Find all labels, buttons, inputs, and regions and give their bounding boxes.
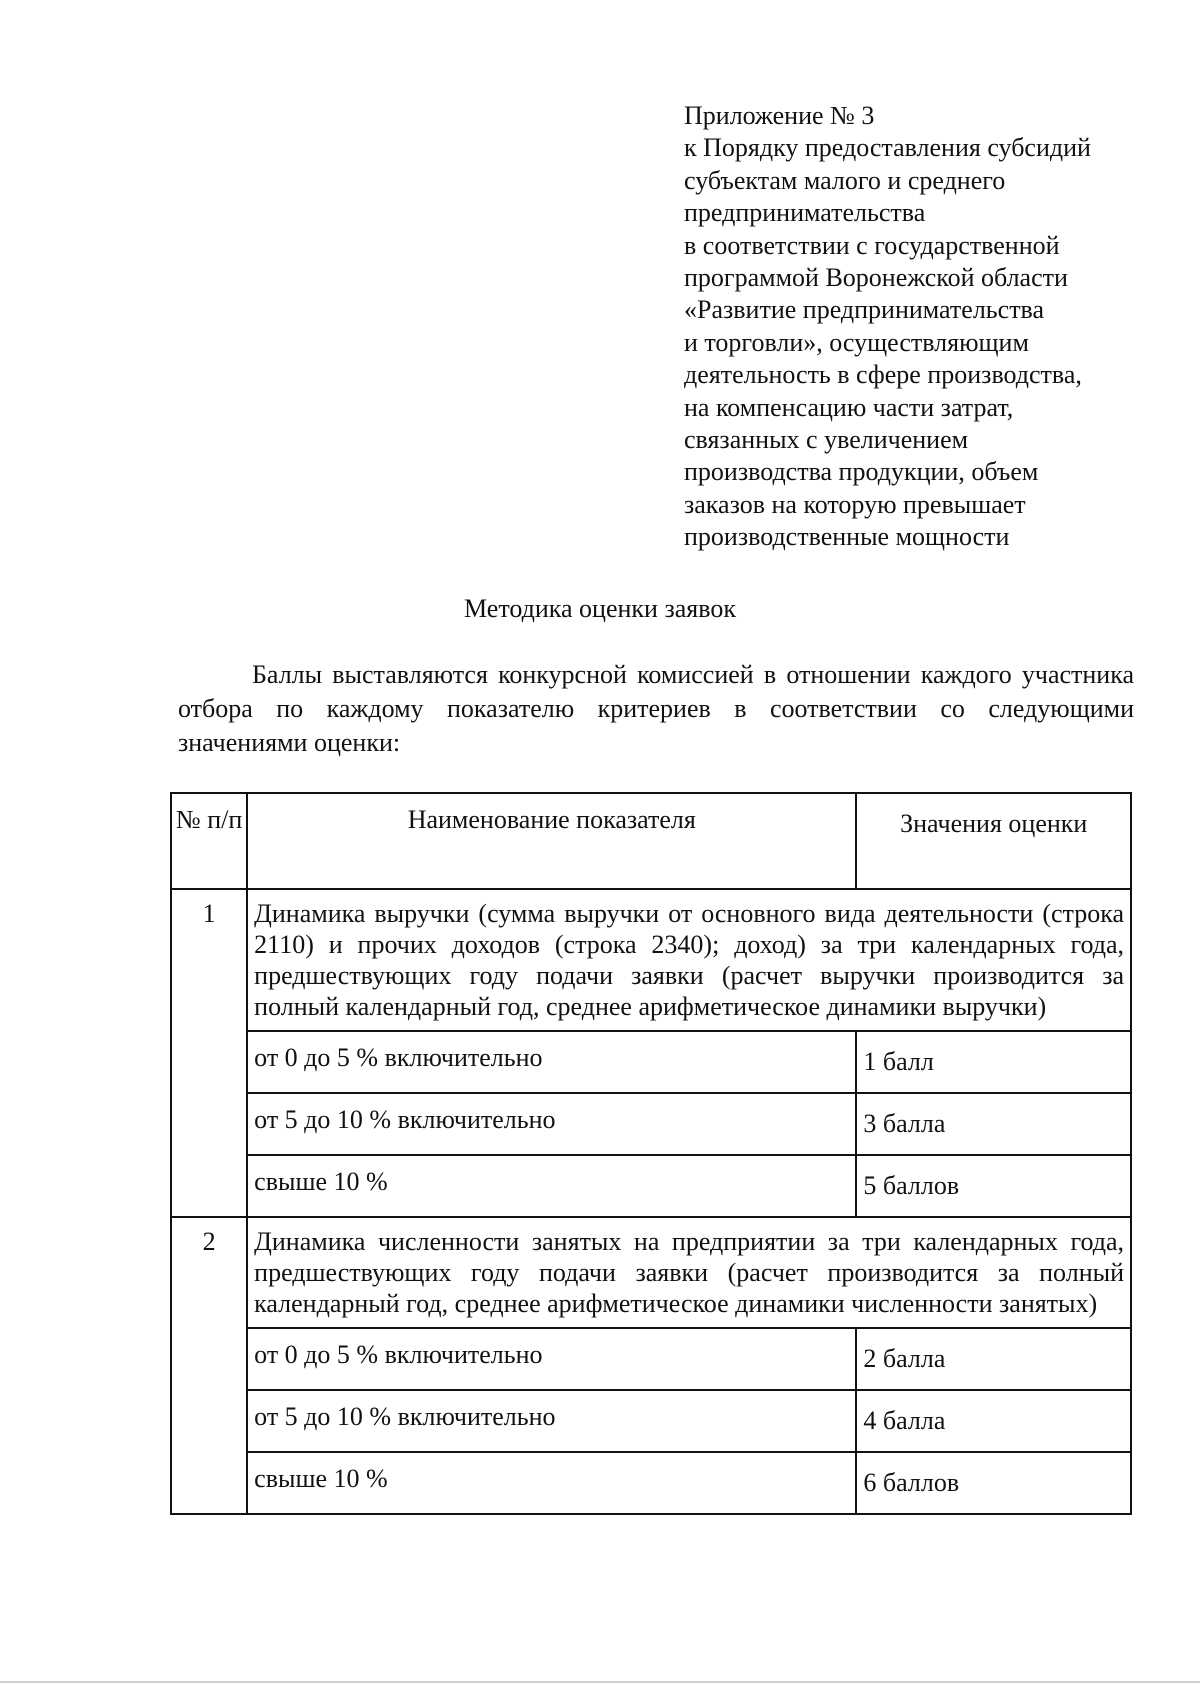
annex-line: «Развитие предпринимательства: [684, 295, 1045, 325]
option-score: 1 балл: [856, 1031, 1131, 1093]
option-label: от 0 до 5 % включительно: [247, 1328, 856, 1390]
option-row: [171, 1390, 1131, 1452]
option-score: 6 баллов: [856, 1452, 1131, 1514]
option-label: свыше 10 %: [247, 1155, 856, 1217]
annex-line: заказов на которую превышает: [684, 489, 1026, 519]
criterion-row: [171, 889, 1131, 1031]
option-label: свыше 10 %: [247, 1452, 856, 1514]
option-label: от 0 до 5 % включительно: [247, 1031, 856, 1093]
scan-edge-line: [0, 1681, 1200, 1683]
annex-line: в соответствии с государственной: [684, 230, 1060, 260]
criteria-table: [170, 792, 1132, 1515]
header-value: Значения оценки: [856, 793, 1131, 889]
annex-line: предпринимательства: [684, 198, 926, 228]
annex-line: к Порядку предоставления субсидий: [684, 133, 1091, 163]
table-header-row: [171, 793, 1131, 889]
option-row: [171, 1093, 1131, 1155]
option-score: 4 балла: [856, 1390, 1131, 1452]
option-score: 5 баллов: [856, 1155, 1131, 1217]
option-row: [171, 1031, 1131, 1093]
criterion-name: Динамика численности занятых на предприятии за три календарных года, предшествующих году подачи заявки (расчет производится за полный календарный год, среднее арифметическое динамики численности занятых): [247, 1217, 1131, 1328]
criterion-row: [171, 1217, 1131, 1328]
annex-line: связанных с увеличением: [684, 425, 969, 455]
header-number: № п/п: [171, 793, 247, 889]
annex-line: производства продукции, объем: [684, 457, 1039, 487]
document-title: Методика оценки заявок: [464, 594, 736, 623]
annex-line: деятельность в сфере производства,: [684, 360, 1082, 390]
criterion-name: Динамика выручки (сумма выручки от основного вида деятельности (строка 2110) и прочих доходов (строка 2340); доход) за три календарных года, предшествующих году подачи заявки (расчет выручки производится за полный календарный год, среднее арифметическое динамики выручки): [247, 889, 1131, 1031]
option-score: 2 балла: [856, 1328, 1131, 1390]
annex-line: производственные мощности: [684, 522, 1010, 552]
option-row: [171, 1328, 1131, 1390]
annex-line: программой Воронежской области: [684, 263, 1068, 293]
annex-line: и торговли», осуществляющим: [684, 327, 1029, 357]
intro-paragraph: Баллы выставляются конкурсной комиссией в отношении каждого участника отбора по каждому показателю критериев в соответствии со следующими значениями оценки:: [178, 660, 1134, 757]
annex-line: Приложение № 3: [684, 101, 875, 130]
criterion-number: 2: [171, 1217, 247, 1514]
annex-header: [684, 100, 1184, 554]
annex-line: субъектам малого и среднего: [684, 165, 1006, 195]
criterion-number: 1: [171, 889, 247, 1217]
option-label: от 5 до 10 % включительно: [247, 1093, 856, 1155]
option-label: от 5 до 10 % включительно: [247, 1390, 856, 1452]
option-score: 3 балла: [856, 1093, 1131, 1155]
annex-line: на компенсацию части затрат,: [684, 392, 1014, 422]
header-name: Наименование показателя: [247, 793, 856, 889]
option-row: [171, 1155, 1131, 1217]
option-row: [171, 1452, 1131, 1514]
